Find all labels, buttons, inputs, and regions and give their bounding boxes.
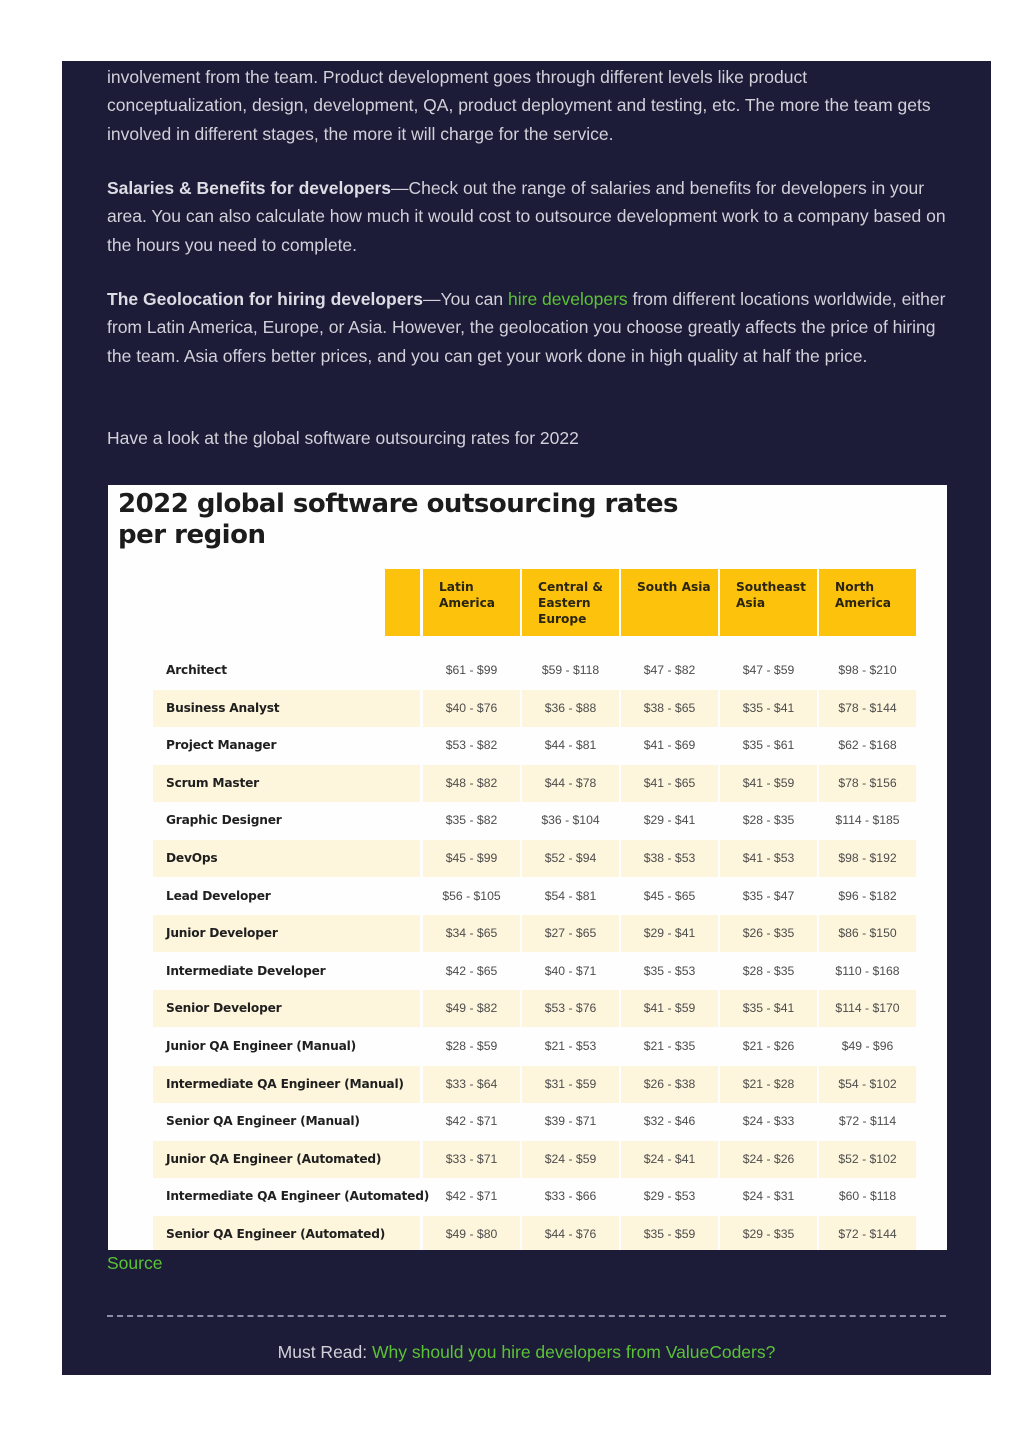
- rate-cell: $41 - $69: [643, 738, 696, 753]
- table-row: [153, 727, 920, 764]
- rate-cell: $42 - $65: [445, 963, 498, 978]
- rate-cell: $86 - $150: [838, 926, 897, 941]
- article-body: [62, 61, 991, 1375]
- rate-cell: $49 - $82: [445, 1001, 498, 1016]
- rate-cell: $41 - $65: [643, 775, 696, 790]
- table-row: [153, 953, 920, 990]
- rate-cell: $24 - $31: [742, 1189, 795, 1204]
- rate-cell: $53 - $76: [544, 1001, 597, 1016]
- rate-cell: $35 - $53: [643, 963, 696, 978]
- role-label: Architect: [166, 663, 227, 677]
- rate-cell: $45 - $65: [643, 888, 696, 903]
- rate-cell: $38 - $53: [643, 851, 696, 865]
- role-label: DevOps: [166, 851, 218, 865]
- rate-cell: $21 - $35: [643, 1039, 696, 1053]
- rate-cell: $49 - $96: [841, 1039, 894, 1053]
- rate-cell: $36 - $104: [541, 813, 600, 828]
- hire-developers-link[interactable]: hire developers: [508, 289, 628, 309]
- rate-cell: $28 - $35: [742, 963, 795, 978]
- rate-cell: $42 - $71: [445, 1114, 498, 1129]
- rate-cell: $40 - $76: [445, 700, 498, 715]
- rate-cell: $32 - $46: [643, 1114, 696, 1129]
- rate-cell: $29 - $41: [643, 926, 696, 941]
- rate-cell: $28 - $59: [445, 1039, 498, 1053]
- table-row: [153, 915, 920, 952]
- rate-cell: $34 - $65: [445, 926, 498, 941]
- rate-cell: $35 - $61: [742, 738, 795, 753]
- rate-cell: $21 - $28: [742, 1076, 795, 1091]
- role-label: Lead Developer: [166, 888, 271, 903]
- role-label: Junior QA Engineer (Automated): [166, 1151, 382, 1166]
- rate-cell: $21 - $26: [742, 1039, 795, 1053]
- salaries-text: —Check out the range of salaries and benefits for developers in your area. You can also calculate how much it would cost to outsource development work to a company based on the hours you need to complete.: [107, 178, 946, 255]
- table-row: [153, 990, 920, 1027]
- outsourcing-rates-figure: [108, 485, 947, 1250]
- header-spacer: [385, 569, 420, 636]
- table-row: [153, 1066, 920, 1103]
- table-row: [153, 1103, 920, 1140]
- column-header: [621, 569, 718, 636]
- rate-cell: $53 - $82: [445, 738, 498, 753]
- table-row: [153, 1216, 920, 1250]
- column-header-label: Southeast Asia: [736, 580, 806, 610]
- lead-in-text: Have a look at the global software outsourcing rates for 2022: [107, 428, 579, 448]
- role-label: Senior QA Engineer (Manual): [166, 1114, 360, 1129]
- role-label: Junior Developer: [166, 926, 278, 941]
- rate-cell: $42 - $71: [445, 1189, 498, 1204]
- rate-cell: $52 - $94: [544, 851, 597, 865]
- rate-cell: $33 - $66: [544, 1189, 597, 1204]
- role-label: Junior QA Engineer (Manual): [166, 1039, 356, 1053]
- rate-cell: $28 - $35: [742, 813, 795, 828]
- figure-title: 2022 global software outsourcing rates per region: [118, 489, 678, 550]
- rate-cell: $29 - $41: [643, 813, 696, 828]
- rate-cell: $29 - $53: [643, 1189, 696, 1204]
- rate-cell: $60 - $118: [838, 1189, 897, 1204]
- role-label: Intermediate QA Engineer (Manual): [166, 1076, 404, 1091]
- rate-cell: $59 - $118: [541, 663, 600, 677]
- rate-cell: $40 - $71: [544, 963, 597, 978]
- rate-cell: $72 - $114: [838, 1114, 897, 1129]
- role-label: Project Manager: [166, 738, 277, 753]
- rate-cell: $35 - $82: [445, 813, 498, 828]
- rate-cell: $44 - $78: [544, 775, 597, 790]
- rate-cell: $38 - $65: [643, 700, 696, 715]
- salaries-heading: Salaries & Benefits for developers: [107, 178, 391, 198]
- source-link[interactable]: Source: [107, 1253, 163, 1273]
- table-row: [153, 802, 920, 839]
- rate-cell: $24 - $33: [742, 1114, 795, 1129]
- rate-cell: $44 - $81: [544, 738, 597, 753]
- rate-cell: $31 - $59: [544, 1076, 597, 1091]
- rate-cell: $41 - $59: [742, 775, 795, 790]
- rate-cell: $61 - $99: [445, 663, 498, 677]
- rate-cell: $24 - $41: [643, 1151, 696, 1166]
- rate-cell: $35 - $47: [742, 888, 795, 903]
- rate-cell: $114 - $185: [835, 813, 900, 828]
- role-label: Senior QA Engineer (Automated): [166, 1227, 386, 1241]
- role-label: Intermediate Developer: [166, 963, 326, 978]
- geolocation-text-after: from different locations worldwide, either from Latin America, Europe, or Asia. However, the geolocation you choose greatly affects the price of hiring the team. Asia offers better prices, and you can get your work done in high quality at half the price.: [107, 289, 946, 366]
- rate-cell: $41 - $59: [643, 1001, 696, 1016]
- geolocation-paragraph: [107, 285, 952, 370]
- rate-cell: $72 - $144: [838, 1227, 897, 1241]
- rate-cell: $56 - $105: [442, 888, 501, 903]
- table-row: [153, 1141, 920, 1178]
- table-row: [153, 878, 920, 915]
- rate-cell: $98 - $210: [838, 663, 897, 677]
- rate-cell: $78 - $144: [838, 700, 897, 715]
- rate-cell: $78 - $156: [838, 775, 897, 790]
- column-header-label: South Asia: [637, 580, 711, 594]
- column-header: [423, 569, 520, 636]
- role-label: Intermediate QA Engineer (Automated): [166, 1189, 430, 1204]
- rate-cell: $26 - $35: [742, 926, 795, 941]
- rate-cell: $52 - $102: [838, 1151, 897, 1166]
- rate-cell: $41 - $53: [742, 851, 795, 865]
- table-row: [153, 652, 920, 689]
- rate-cell: $48 - $82: [445, 775, 498, 790]
- role-label: Scrum Master: [166, 775, 259, 790]
- rate-cell: $35 - $41: [742, 1001, 795, 1016]
- table-row: [153, 1178, 920, 1215]
- rate-cell: $27 - $65: [544, 926, 597, 941]
- role-label: Graphic Designer: [166, 813, 282, 828]
- geolocation-heading: The Geolocation for hiring developers: [107, 289, 424, 309]
- rate-cell: $98 - $192: [838, 851, 897, 865]
- rate-cell: $33 - $71: [445, 1151, 498, 1166]
- column-header-label: Latin America: [439, 580, 496, 610]
- rate-cell: $47 - $59: [742, 663, 795, 677]
- section-divider: [107, 1315, 946, 1317]
- rate-cell: $39 - $71: [544, 1114, 597, 1129]
- rate-cell: $110 - $168: [835, 963, 900, 978]
- rate-cell: $62 - $168: [838, 738, 897, 753]
- table-row: [153, 765, 920, 802]
- rate-cell: $36 - $88: [544, 700, 597, 715]
- must-read-link[interactable]: Why should you hire developers from ValueCoders?: [372, 1342, 776, 1362]
- column-header-label: North America: [835, 580, 892, 610]
- rate-cell: $96 - $182: [838, 888, 897, 903]
- column-header: [522, 569, 619, 636]
- role-label: Senior Developer: [166, 1001, 282, 1016]
- rate-cell: $47 - $82: [643, 663, 696, 677]
- table-row: [153, 690, 920, 727]
- column-header: [720, 569, 817, 636]
- rate-cell: $35 - $41: [742, 700, 795, 715]
- geolocation-text-before: —You can: [423, 289, 509, 309]
- rate-cell: $54 - $81: [544, 888, 597, 903]
- table-row: [153, 840, 920, 877]
- rate-cell: $24 - $26: [742, 1151, 795, 1166]
- must-read-label: Must Read:: [277, 1342, 372, 1362]
- column-header-label: Central & Eastern Europe: [538, 580, 603, 626]
- rate-cell: $33 - $64: [445, 1076, 498, 1091]
- must-read-line: [62, 1342, 991, 1363]
- rate-cell: $44 - $76: [544, 1227, 597, 1241]
- column-header: [819, 569, 916, 636]
- salaries-paragraph: [107, 174, 952, 259]
- rate-cell: $29 - $35: [742, 1227, 795, 1241]
- rate-cell: $24 - $59: [544, 1151, 597, 1166]
- rate-cell: $114 - $170: [835, 1001, 900, 1016]
- intro-paragraph: involvement from the team. Product development goes through different levels like product conceptualization, design, development, QA, product deployment and testing, etc. The more the team gets involved in different stages, the more it will charge for the service.: [107, 67, 931, 144]
- rate-cell: $54 - $102: [838, 1076, 897, 1091]
- rate-cell: $49 - $80: [445, 1227, 498, 1241]
- rate-cell: $26 - $38: [643, 1076, 696, 1091]
- rate-cell: $21 - $53: [544, 1039, 597, 1053]
- table-row: [153, 1028, 920, 1065]
- role-label: Business Analyst: [166, 700, 280, 715]
- rate-cell: $35 - $59: [643, 1227, 696, 1241]
- rate-cell: $45 - $99: [445, 851, 498, 865]
